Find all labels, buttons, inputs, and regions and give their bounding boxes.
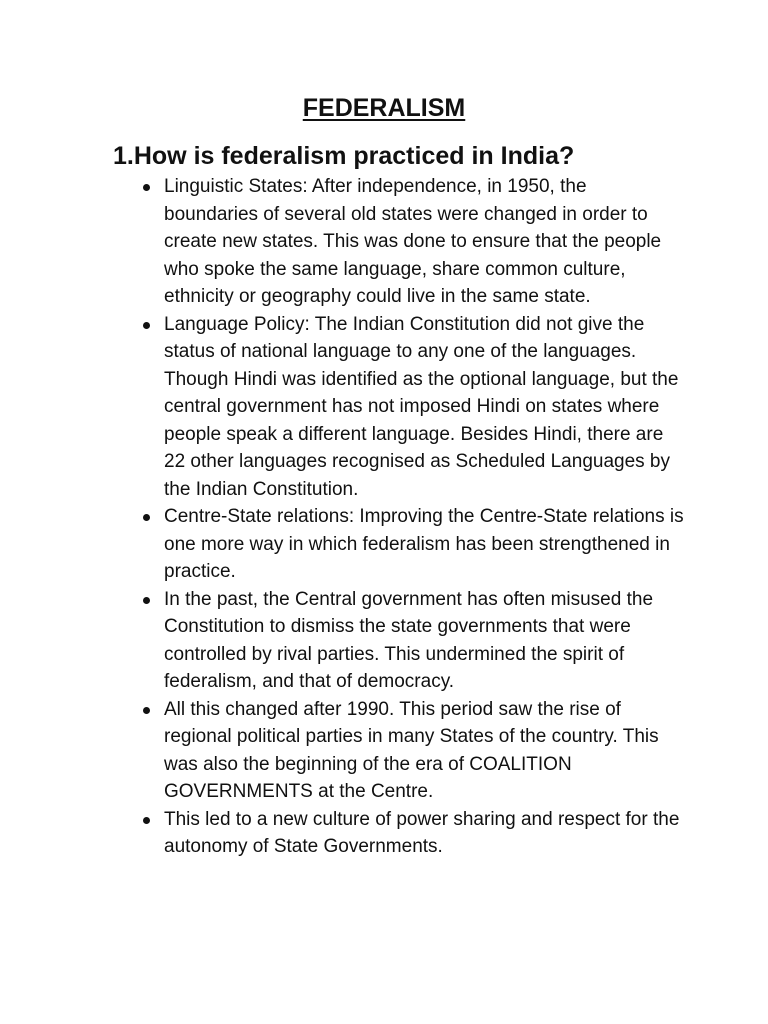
question-heading: 1.How is federalism practiced in India? xyxy=(113,142,575,170)
list-item xyxy=(164,503,684,586)
list-item-text: In the past, the Central government has often misused the Constitution to dismiss the state governments that were controlled by rival parties. This undermined the spirit of federalism, and that of democracy. xyxy=(164,588,654,692)
bullet-icon xyxy=(143,322,150,329)
list-item xyxy=(164,586,684,696)
list-item xyxy=(164,696,684,806)
page-title: FEDERALISM xyxy=(302,94,466,122)
list-item-text: Centre-State relations: Improving the Centre-State relations is one more way in which federalism has been strengthened in practice. xyxy=(164,506,684,582)
list-item xyxy=(164,173,684,311)
list-item-text: This led to a new culture of power sharing and respect for the autonomy of State Governments. xyxy=(164,808,680,857)
list-item-text: All this changed after 1990. This period saw the rise of regional political parties in many States of the country. This was also the beginning of the era of COALITION GOVERNMENTS at the Centre. xyxy=(164,698,659,802)
bullet-icon xyxy=(143,597,150,604)
bullet-icon xyxy=(143,184,150,191)
bullet-icon xyxy=(143,514,150,521)
bullet-icon xyxy=(143,817,150,824)
bullet-list xyxy=(164,173,684,861)
list-item-text: Linguistic States: After independence, in 1950, the boundaries of several old states were changed in order to create new states. This was done to ensure that the people who spoke the same language, share common culture, ethnicity or geography could live in the same state. xyxy=(164,176,662,307)
bullet-icon xyxy=(143,707,150,714)
list-item xyxy=(164,311,684,504)
list-item-text: Language Policy: The Indian Constitution did not give the status of national language to any one of the languages. Though Hindi was identified as the optional language, but the central government has not imposed Hindi on states where people speak a different language. Besides Hindi, there are 22 other languages recognised as Scheduled Languages by the Indian Constitution. xyxy=(164,313,679,500)
list-item xyxy=(164,806,684,861)
